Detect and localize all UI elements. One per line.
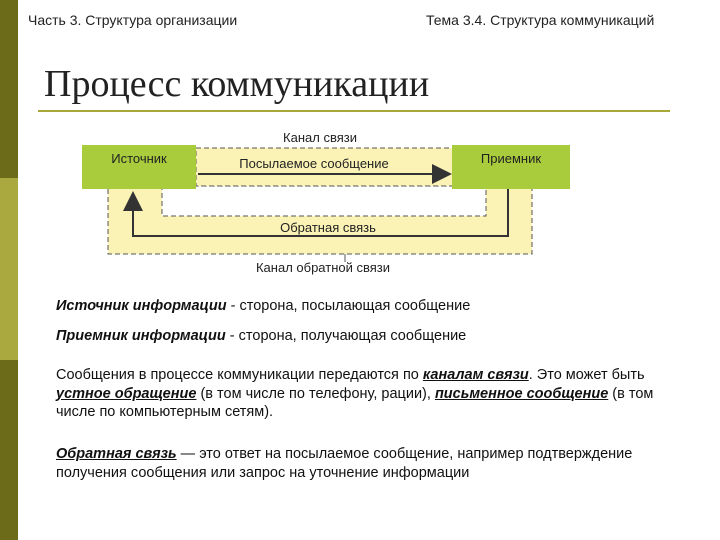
definition-receiver — [56, 327, 676, 346]
term-receiver: Приемник информации — [56, 328, 226, 344]
feedback-channel-label: Канал обратной связи — [255, 260, 391, 275]
left-bar-dark-bottom — [0, 360, 18, 540]
header-left: Часть 3. Структура организации — [28, 12, 238, 28]
feedback-channel-inner — [162, 186, 486, 216]
channels-text-e: (в том числе по телефону, рации), — [196, 385, 435, 402]
definition-source — [56, 297, 676, 316]
paragraph-channels — [56, 366, 676, 422]
definition-source-text: - сторона, посылающая сообщение — [226, 298, 471, 314]
term-written: письменное сообщение — [434, 385, 609, 402]
channels-text-g: (в том числе по компьютерным сетям). — [56, 385, 654, 420]
channels-text-a: Сообщения в процессе коммуникации передаются по — [56, 367, 423, 383]
message-label: Посылаемое сообщение — [239, 156, 389, 171]
channels-text-c: . Это может быть — [528, 367, 645, 383]
term-channels: каналам связи — [422, 367, 529, 383]
definition-feedback-text: — это ответ на посылаемое сообщение, например подтверждение получения сообщения или запрос на уточнение информации — [56, 446, 633, 481]
receiver-label: Приемник — [480, 151, 542, 166]
source-label: Источник — [111, 151, 167, 166]
channel-label: Канал связи — [283, 130, 357, 145]
feedback-label: Обратная связь — [280, 220, 376, 235]
definition-receiver-text: - сторона, получающая сообщение — [225, 328, 467, 344]
term-feedback: Обратная связь — [56, 446, 177, 462]
definition-feedback — [56, 445, 676, 482]
term-source: Источник информации — [56, 298, 227, 314]
header-right: Тема 3.4. Структура коммуникаций — [426, 12, 655, 28]
page-title: Процесс коммуникации — [44, 63, 430, 105]
term-oral: устное обращение — [56, 385, 197, 402]
